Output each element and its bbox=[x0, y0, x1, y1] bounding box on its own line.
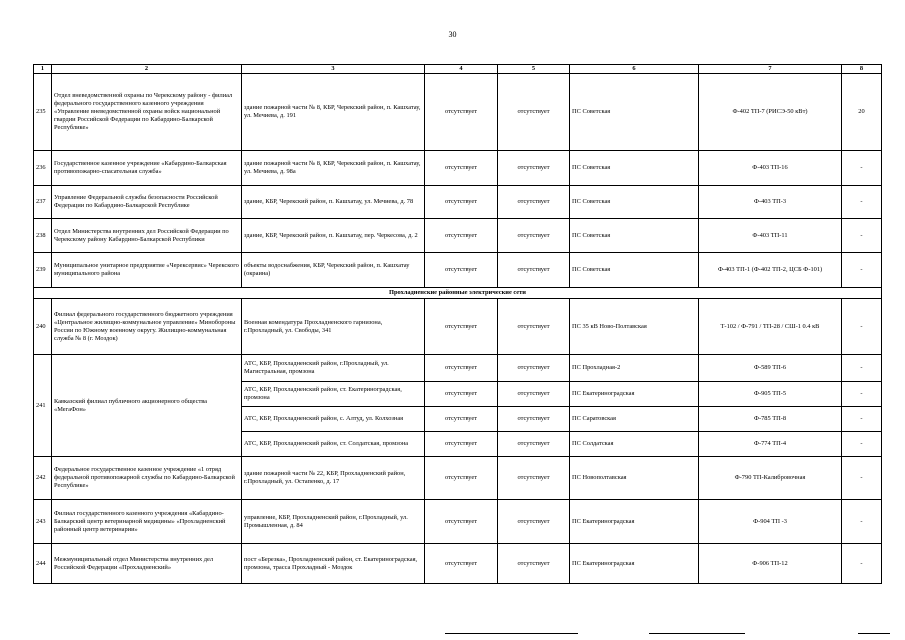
cell-col8: - bbox=[842, 407, 882, 432]
cell-col8: 20 bbox=[842, 74, 882, 151]
table-row bbox=[34, 299, 882, 355]
organization-name: Кавказский филиал публичного акционерного общества «МегаФон» bbox=[52, 355, 242, 457]
cell-col8: - bbox=[842, 432, 882, 457]
table-row bbox=[34, 151, 882, 186]
cell-col4: отсутствует bbox=[425, 151, 498, 186]
cell-col4: отсутствует bbox=[425, 500, 498, 544]
feeder: Ф-774 ТП-4 bbox=[699, 432, 842, 457]
substation: ПС Екатериноградская bbox=[570, 382, 699, 407]
cell-col5: отсутствует bbox=[498, 544, 570, 584]
col-header-3: 3 bbox=[242, 65, 425, 74]
data-table bbox=[33, 64, 882, 584]
table-row bbox=[34, 355, 882, 382]
organization-name: Филиал федерального государственного бюджетного учреждения «Центральное жилищно-коммунальное управление» Минобороны России по Южному военному округу. Жилищно-коммунальная служба № 8 (г. Моздок) bbox=[52, 299, 242, 355]
row-number: 239 bbox=[34, 253, 52, 288]
cell-col4: отсутствует bbox=[425, 186, 498, 219]
cell-col4: отсутствует bbox=[425, 219, 498, 253]
section-row bbox=[34, 288, 882, 299]
cell-col5: отсутствует bbox=[498, 186, 570, 219]
table-row bbox=[34, 219, 882, 253]
substation: ПС 35 кВ Ново-Полтавская bbox=[570, 299, 699, 355]
cell-col8: - bbox=[842, 544, 882, 584]
col-header-2: 2 bbox=[52, 65, 242, 74]
substation: ПС Советская bbox=[570, 151, 699, 186]
col-header-1: 1 bbox=[34, 65, 52, 74]
cell-col8: - bbox=[842, 500, 882, 544]
cell-col5: отсутствует bbox=[498, 151, 570, 186]
table-row bbox=[34, 500, 882, 544]
col-header-5: 5 bbox=[498, 65, 570, 74]
footer-rule bbox=[445, 633, 578, 634]
page-number: 30 bbox=[448, 30, 457, 39]
object-address: здание пожарной части № 8, КБР, Черекский район, п. Кашхатау, ул. Мечиева, д. 98а bbox=[242, 151, 425, 186]
cell-col8: - bbox=[842, 457, 882, 500]
cell-col5: отсутствует bbox=[498, 74, 570, 151]
cell-col4: отсутствует bbox=[425, 355, 498, 382]
feeder: Ф-906 ТП-12 bbox=[699, 544, 842, 584]
cell-col8: - bbox=[842, 151, 882, 186]
substation: ПС Екатериноградская bbox=[570, 500, 699, 544]
cell-col4: отсутствует bbox=[425, 253, 498, 288]
substation: ПС Прохладная-2 bbox=[570, 355, 699, 382]
cell-col5: отсутствует bbox=[498, 253, 570, 288]
cell-col5: отсутствует bbox=[498, 457, 570, 500]
col-header-7: 7 bbox=[699, 65, 842, 74]
substation: ПС Новополтавская bbox=[570, 457, 699, 500]
object-address: АТС, КБР, Прохладненский район, с. Алтуд, ул. Колхозная bbox=[242, 407, 425, 432]
row-number: 241 bbox=[34, 355, 52, 457]
feeder: Ф-403 ТП-11 bbox=[699, 219, 842, 253]
cell-col4: отсутствует bbox=[425, 407, 498, 432]
feeder: Ф-403 ТП-3 bbox=[699, 186, 842, 219]
object-address: Военная комендатура Прохладненского гарнизона, г.Прохладный, ул. Свободы, 341 bbox=[242, 299, 425, 355]
row-number: 238 bbox=[34, 219, 52, 253]
organization-name: Филиал государственного казенного учреждения «Кабардино-Балкарский центр ветеринарной медицины» «Прохладненский районный центр ветеринарии» bbox=[52, 500, 242, 544]
col-header-4: 4 bbox=[425, 65, 498, 74]
cell-col4: отсутствует bbox=[425, 544, 498, 584]
object-address: управление, КБР, Прохладненский район, г.Прохладный, ул. Промышленная, д. 84 bbox=[242, 500, 425, 544]
feeder: Ф-904 ТП -3 bbox=[699, 500, 842, 544]
cell-col4: отсутствует bbox=[425, 432, 498, 457]
organization-name: Муниципальное унитарное предприятие «Черексервис» Черекского муниципального района bbox=[52, 253, 242, 288]
cell-col8: - bbox=[842, 299, 882, 355]
table-row bbox=[34, 253, 882, 288]
section-title: Прохладненские районные электрические сети bbox=[34, 288, 882, 299]
row-number: 244 bbox=[34, 544, 52, 584]
organization-name: Межмуниципальный отдел Министерства внутренних дел Российской Федерации «Прохладненский» bbox=[52, 544, 242, 584]
cell-col5: отсутствует bbox=[498, 219, 570, 253]
row-number: 235 bbox=[34, 74, 52, 151]
feeder: Ф-905 ТП-5 bbox=[699, 382, 842, 407]
feeder: Ф-785 ТП-8 bbox=[699, 407, 842, 432]
feeder: Т-102 / Ф-791 / ТП-28 / СШ-1 0.4 кВ bbox=[699, 299, 842, 355]
col-header-6: 6 bbox=[570, 65, 699, 74]
organization-name: Федеральное государственное казенное учреждение «1 отряд федеральной противопожарной службы по Кабардино-Балкарской Республике» bbox=[52, 457, 242, 500]
object-address: здание пожарной части № 8, КБР, Черекский район, п. Кашхатау, ул. Мечиева, д. 191 bbox=[242, 74, 425, 151]
substation: ПС Екатериноградская bbox=[570, 544, 699, 584]
cell-col5: отсутствует bbox=[498, 407, 570, 432]
cell-col4: отсутствует bbox=[425, 299, 498, 355]
substation: ПС Саратовская bbox=[570, 407, 699, 432]
substation: ПС Советская bbox=[570, 253, 699, 288]
table-row bbox=[34, 457, 882, 500]
cell-col8: - bbox=[842, 253, 882, 288]
feeder: Ф-589 ТП-6 bbox=[699, 355, 842, 382]
cell-col5: отсутствует bbox=[498, 382, 570, 407]
object-address: здание, КБР, Черекский район, п. Кашхатау, ул. Мечиева, д. 78 bbox=[242, 186, 425, 219]
object-address: здание пожарной части № 22, КБР, Прохладненский район, г.Прохладный, ул. Остапенко, д. 17 bbox=[242, 457, 425, 500]
substation: ПС Советская bbox=[570, 186, 699, 219]
cell-col4: отсутствует bbox=[425, 457, 498, 500]
cell-col8: - bbox=[842, 219, 882, 253]
organization-name: Отдел вневедомственной охраны по Черекскому району - филиал федерального государственного казенного учреждения «Управление вневедомственной охраны войск национальной гвардии Российской Федерации по Кабардино-Балкарской Республике» bbox=[52, 74, 242, 151]
feeder: Ф-403 ТП-1 (Ф-402 ТП-2, ЦСБ Ф-101) bbox=[699, 253, 842, 288]
organization-name: Отдел Министерства внутренних дел Российской Федерации по Черекскому району Кабардино-Балкарской Республики bbox=[52, 219, 242, 253]
object-address: АТС, КБР, Прохладненский район, г.Прохладный, ул. Магистральная, промзона bbox=[242, 355, 425, 382]
cell-col5: отсутствует bbox=[498, 432, 570, 457]
object-address: объекты водоснабжения, КБР, Черекский район, п. Кашхатау (окраина) bbox=[242, 253, 425, 288]
row-number: 236 bbox=[34, 151, 52, 186]
object-address: пост «Березка», Прохладненский район, ст. Екатериноградская, промзона, трасса Прохладный - Моздок bbox=[242, 544, 425, 584]
table-row bbox=[34, 74, 882, 151]
cell-col5: отсутствует bbox=[498, 299, 570, 355]
footer-rule bbox=[858, 633, 890, 634]
row-number: 242 bbox=[34, 457, 52, 500]
organization-name: Государственное казенное учреждение «Кабардино-Балкарская противопожарно-спасательная служба» bbox=[52, 151, 242, 186]
cell-col8: - bbox=[842, 355, 882, 382]
cell-col4: отсутствует bbox=[425, 74, 498, 151]
feeder: Ф-402 ТП-7 (РИСЭ-50 кВт) bbox=[699, 74, 842, 151]
substation: ПС Солдатская bbox=[570, 432, 699, 457]
footer-rule bbox=[649, 633, 745, 634]
object-address: АТС, КБР, Прохладненский район, ст. Солдатская, промзона bbox=[242, 432, 425, 457]
feeder: Ф-790 ТП-Калибровочная bbox=[699, 457, 842, 500]
header-row bbox=[34, 65, 882, 74]
cell-col4: отсутствует bbox=[425, 382, 498, 407]
cell-col8: - bbox=[842, 186, 882, 219]
table-row bbox=[34, 544, 882, 584]
row-number: 237 bbox=[34, 186, 52, 219]
row-number: 243 bbox=[34, 500, 52, 544]
cell-col8: - bbox=[842, 382, 882, 407]
col-header-8: 8 bbox=[842, 65, 882, 74]
cell-col5: отсутствует bbox=[498, 500, 570, 544]
substation: ПС Советская bbox=[570, 219, 699, 253]
organization-name: Управление Федеральной службы безопасности Российской Федерации по Кабардино-Балкарской Республике bbox=[52, 186, 242, 219]
substation: ПС Советская bbox=[570, 74, 699, 151]
row-number: 240 bbox=[34, 299, 52, 355]
object-address: АТС, КБР, Прохладненский район, ст. Екатериноградская, промзона bbox=[242, 382, 425, 407]
object-address: здание, КБР, Черекский район, п. Кашхатау, пер. Черкесова, д. 2 bbox=[242, 219, 425, 253]
table-row bbox=[34, 186, 882, 219]
cell-col5: отсутствует bbox=[498, 355, 570, 382]
feeder: Ф-403 ТП-16 bbox=[699, 151, 842, 186]
